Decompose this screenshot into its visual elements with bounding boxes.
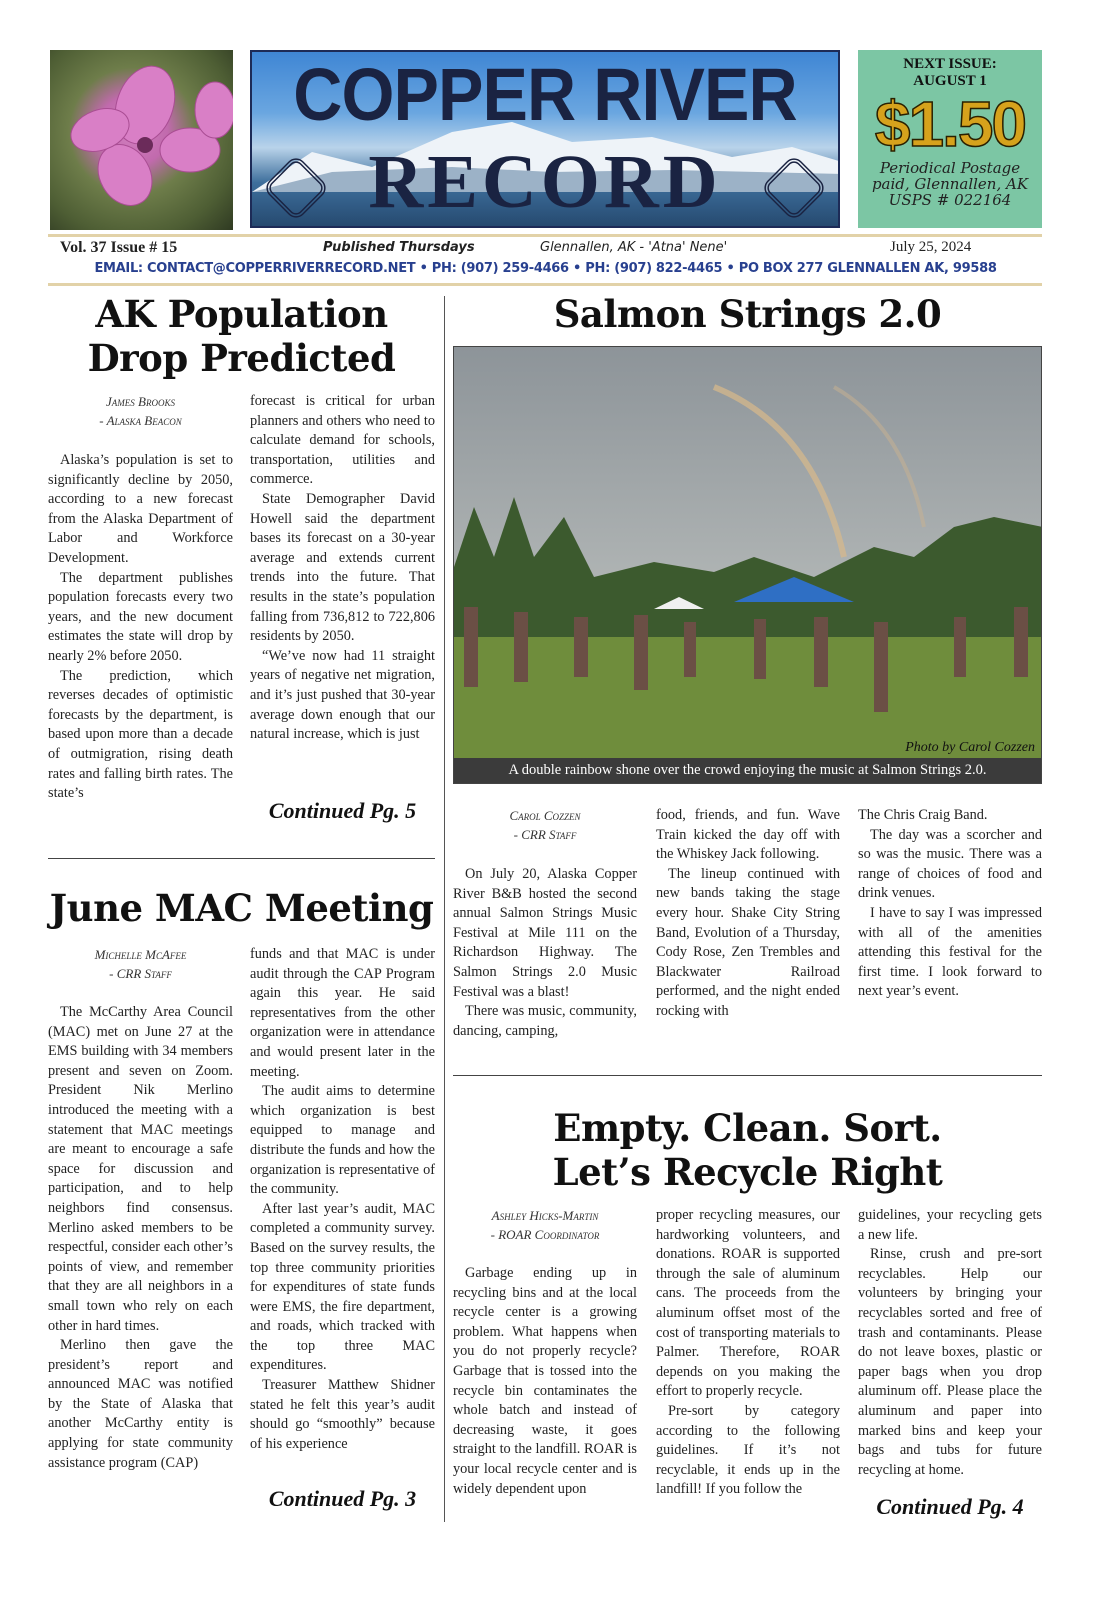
- fireweed-flower-photo: [50, 50, 233, 230]
- paragraph: The McCarthy Area Council (MAC) met on June 27 at the EMS building with 34 members present and seven on Zoom. President Nik Merlino introduced the meeting with a statement that MAC meetings are meant to encourage a safe space for discussion and participation, and to help neighbors find consensus. Merlino asked members to be respectful, consider each other’s points of view, and remember that they are all neighbors in a small town who rely on each other in hard times.: [48, 1004, 233, 1334]
- postage-line: Periodical Postage: [879, 159, 1021, 177]
- price: $1.50: [874, 88, 1026, 160]
- paragraph: State Demographer David Howell said the department bases its forecast on a 30-year average and extends current trends into the future. That results in the state’s population falling from 736,812 to 722,806 residents by 2050.: [250, 490, 435, 645]
- paragraph: The department publishes population forecasts every two years, and the new document estimates the state will drop by nearly 2% before 2050.: [48, 569, 233, 664]
- paragraph: “We’ve now had 11 straight years of negative net migration, and it’s just pushed that 30-year average down enough that our natural increase, which is just: [250, 647, 435, 743]
- article-salmon-strings: [453, 292, 1042, 336]
- paragraph: food, friends, and fun. Wave Train kicked the day off with the Whiskey Jack following.: [656, 807, 840, 863]
- paragraph: The day was a scorcher and so was the music. There was a range of choices of food and drink venues.: [858, 826, 1042, 902]
- location: Glennallen, AK - 'Atna' Nene': [540, 240, 728, 255]
- postage-line: paid, Glennallen, AK: [871, 175, 1029, 193]
- paragraph: Merlino then gave the president’s report and announced MAC was notified by the State of Alaska that another McCarthy entity is applying for state community assistance program (CAP): [48, 1337, 233, 1471]
- byline: James Brooks - Alaska Beacon: [99, 394, 182, 428]
- paragraph: funds and that MAC is under audit through the CAP Program again this year. He said representatives from the other organization were in attendance and would present later in the meeting.: [250, 946, 435, 1080]
- next-issue-date: AUGUST 1: [913, 73, 987, 89]
- newspaper-logo: [250, 50, 840, 228]
- published-day: Published Thursdays: [323, 240, 475, 255]
- byline: Ashley Hicks-Martin - ROAR Coordinator: [490, 1208, 600, 1242]
- paragraph: guidelines, your recycling gets a new life.: [858, 1207, 1042, 1243]
- paragraph: The audit aims to determine which organization is best equipped to manage and distribute the funds and how the organization is representative of the community.: [250, 1083, 435, 1198]
- headline: AK Population Drop Predicted: [87, 292, 396, 380]
- continued-link[interactable]: Continued Pg. 4: [876, 1494, 1024, 1519]
- byline: Michelle McAfee - CRR Staff: [94, 947, 187, 981]
- paragraph: proper recycling measures, our hardworking volunteers, and donations. ROAR is supported through the sale of aluminum cans. The proceeds from the aluminum offset most of the cost of transporting materials to Palmer. Therefore, ROAR depends on you making the effort to properly recycle.: [656, 1207, 840, 1400]
- paragraph: Treasurer Matthew Shidner stated he felt this year’s audit should go “smoothly” because of his experience: [250, 1377, 435, 1452]
- paragraph: I have to say I was impressed with all of the amenities attending this festival for the first time. I look forward to next year’s event.: [858, 904, 1042, 1000]
- paragraph: Garbage ending up in recycling bins and at the local recycle center is a growing problem. What happens when you do not properly recycle? Garbage that is tossed into the recycle bin contaminates the whole batch and instead of decreasing waste, it goes straight to the landfill. ROAR is your local recycle center and is widely dependent upon: [453, 1265, 637, 1497]
- article-column: [48, 1003, 233, 1473]
- article-column: [656, 1206, 840, 1500]
- masthead-divider: [48, 283, 1042, 286]
- article-column: [858, 1206, 1042, 1480]
- usps-number: USPS # 022164: [888, 191, 1012, 209]
- contact-line: EMAIL: CONTACT@COPPERRIVERRECORD.NET • PH: (907) 259-4466 • PH: (907) 822-4465 • PO BOX 277 GLENNALLEN AK, 99588: [94, 261, 997, 276]
- article-column: [453, 1264, 637, 1499]
- continued-link[interactable]: Continued Pg. 3: [268, 1486, 417, 1511]
- paragraph: The lineup continued with new bands taking the stage every hour. Shake City String Band, Evolution of a Thursday, Cody Rose, Zen Trembles and Blackwater Railroad performed, and the night ended rocking with: [656, 865, 840, 1019]
- article-column: [250, 392, 435, 745]
- headline: June MAC Meeting: [49, 886, 434, 930]
- article-column: [48, 451, 233, 804]
- paragraph: Rinse, crush and pre-sort recyclables. Help our volunteers by bringing your recyclables sorted and free of trash and contaminants. Please do not leave boxes, plastic or paper bags when you drop aluminum off. Please place the aluminum and paper into marked bins and keep your bags and tubs for future recycling at home.: [858, 1246, 1042, 1478]
- paragraph: On July 20, Alaska Copper River B&B hosted the second annual Salmon Strings Music Festival at Mile 111 on the Richardson Highway. The Salmon Strings 2.0 Music Festival was a blast!: [453, 866, 637, 1000]
- article-column: [858, 806, 1042, 1002]
- section-divider: [453, 1075, 1042, 1076]
- continued-link[interactable]: Continued Pg. 5: [268, 798, 417, 823]
- paragraph: After last year’s audit, MAC completed a community survey. Based on the survey results, the top three community priorities for expenditures of state funds were EMS, the fire department, and roads, which tracked with the top three MAC expenditures.: [250, 1200, 435, 1374]
- article-column: [250, 945, 435, 1454]
- rainbow-crowd-image: [454, 347, 1042, 759]
- volume-issue: Vol. 37 Issue # 15: [60, 239, 178, 256]
- paragraph: forecast is critical for urban planners and others who need to calculate demand for schools, transportation, utilities and commerce.: [250, 393, 435, 488]
- column-divider: [444, 296, 445, 1522]
- paragraph: The Chris Craig Band.: [858, 807, 988, 823]
- masthead-divider: [48, 234, 1042, 237]
- article-column: [453, 865, 637, 1041]
- issue-date: July 25, 2024: [890, 239, 972, 255]
- paragraph: The prediction, which reverses decades of optimistic forecasts by the department, is based upon more than a decade of outmigration, rising death rates and falling birth rates. The state’s: [48, 667, 233, 802]
- price-box: [858, 50, 1042, 228]
- paragraph: Alaska’s population is set to significantly decline by 2050, according to a new forecast from the Alaska Department of Labor and Workforce Development.: [48, 452, 233, 566]
- paragraph: Pre-sort by category according to the following guidelines. If it’s not recyclable, it ends up in the landfill! If you follow the: [656, 1402, 840, 1498]
- article-recycle: [453, 1106, 1042, 1194]
- logo-title-line1: COPPER RIVER: [293, 53, 797, 136]
- headline: Salmon Strings 2.0: [553, 292, 942, 336]
- byline: Carol Cozzen - CRR Staff: [509, 808, 581, 842]
- paragraph: There was music, community, dancing, camping,: [453, 1003, 637, 1039]
- article-ak-population: [48, 292, 435, 380]
- logo-title-line2: RECORD: [368, 140, 722, 224]
- next-issue-label: NEXT ISSUE:: [903, 56, 997, 72]
- section-divider: [48, 858, 435, 859]
- festival-photo: [453, 346, 1042, 784]
- article-june-mac: [48, 886, 435, 930]
- photo-caption: A double rainbow shone over the crowd enjoying the music at Salmon Strings 2.0.: [454, 758, 1041, 783]
- flower-image: [50, 50, 233, 230]
- photo-credit: Photo by Carol Cozzen: [905, 740, 1035, 755]
- article-column: [656, 806, 840, 1022]
- headline: Empty. Clean. Sort. Let’s Recycle Right: [552, 1106, 943, 1194]
